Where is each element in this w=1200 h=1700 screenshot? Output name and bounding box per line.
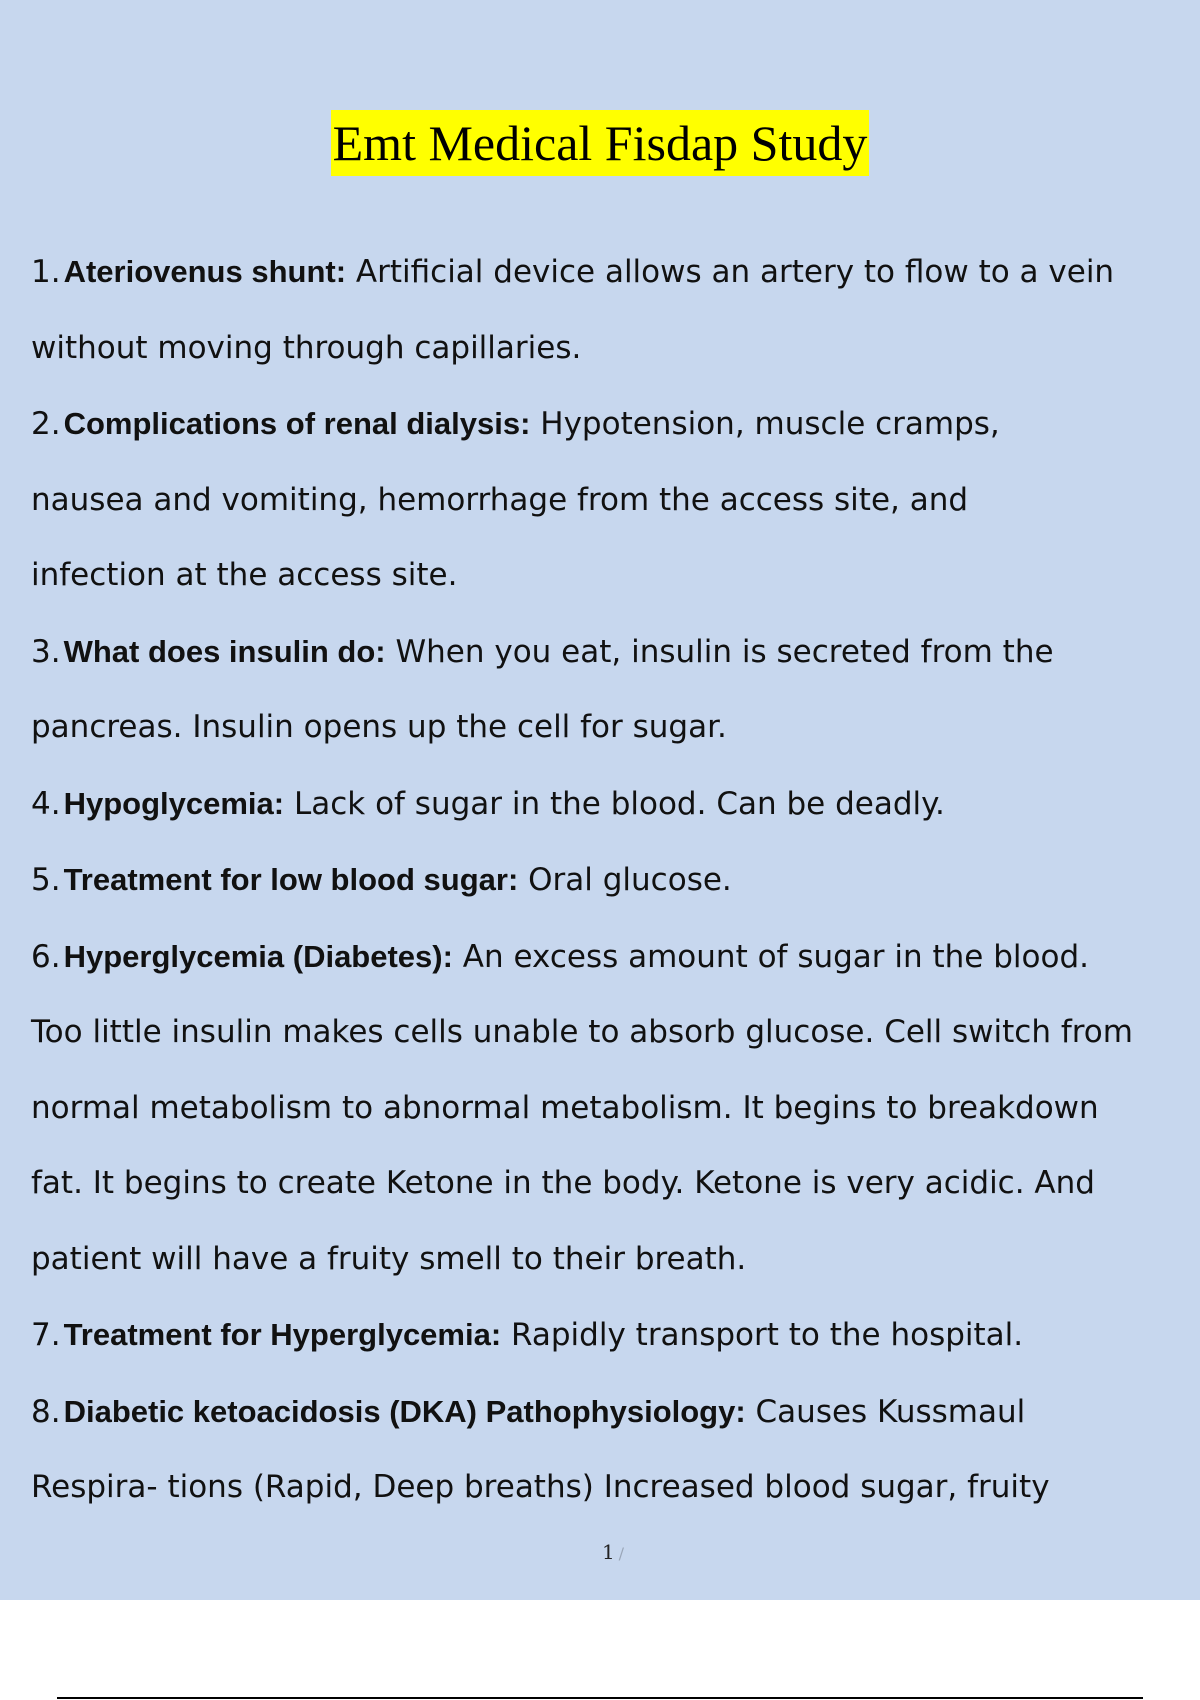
list-item	[31, 1374, 1196, 1526]
list-item	[31, 234, 1196, 386]
study-list	[31, 234, 1196, 1526]
list-item	[31, 842, 1196, 919]
item-term: Hyperglycemia (Diabetes):	[63, 938, 453, 974]
item-number: 8.	[31, 1393, 61, 1430]
item-text: Artificial device allows an artery to flow to a vein without moving through capillaries.	[31, 254, 1115, 366]
item-number: 5.	[31, 862, 61, 898]
item-term: What does insulin do:	[63, 633, 386, 669]
item-number: 2.	[31, 406, 61, 442]
item-number: 4.	[31, 785, 61, 822]
list-item	[31, 919, 1196, 1298]
item-text: Hypotension, muscle cramps, nausea and vomiting, hemorrhage from the access site, and infection at the access site.	[31, 406, 1000, 593]
item-number: 6.	[31, 938, 61, 975]
footer-divider	[57, 1697, 1143, 1699]
item-term: Hypoglycemia:	[63, 785, 285, 821]
page-number	[0, 1540, 1200, 1564]
list-item	[31, 1297, 1196, 1374]
item-text: An excess amount of sugar in the blood. Too little insulin makes cells unable to absorb glucose. Cell switch from normal metabolism to abnormal metabolism. It begins to breakdown fat. It begins to create Ketone in the body. Ketone is very acidic. And patient will have a fruity smell to their breath.	[31, 938, 1133, 1277]
title-container	[0, 110, 1200, 176]
list-item	[31, 614, 1196, 766]
item-term: Complications of renal dialysis:	[63, 406, 531, 441]
page-number-separator: /	[618, 1544, 625, 1563]
page-number-value: 1	[601, 1540, 615, 1564]
item-term: Ateriovenus shunt:	[63, 254, 347, 289]
item-term: Treatment for Hyperglycemia:	[63, 1317, 502, 1352]
item-text: Oral glucose.	[518, 862, 732, 898]
item-term: Treatment for low blood sugar:	[63, 862, 519, 897]
item-text: Causes Kussmaul Respira- tions (Rapid, Deep breaths) Increased blood sugar, fruity	[31, 1393, 1050, 1505]
item-number: 7.	[31, 1317, 61, 1353]
list-item	[31, 766, 1196, 843]
item-text: When you eat, insulin is secreted from the pancreas. Insulin opens up the cell for sugar.	[31, 633, 1054, 745]
item-number: 1.	[31, 254, 61, 290]
list-item	[31, 386, 1196, 614]
item-term: Diabetic ketoacidosis (DKA) Pathophysiology:	[63, 1393, 746, 1429]
item-text: Rapidly transport to the hospital.	[501, 1317, 1024, 1353]
item-text: Lack of sugar in the blood. Can be deadly.	[284, 785, 945, 822]
document-title: Emt Medical Fisdap Study	[331, 110, 870, 176]
item-number: 3.	[31, 633, 61, 670]
